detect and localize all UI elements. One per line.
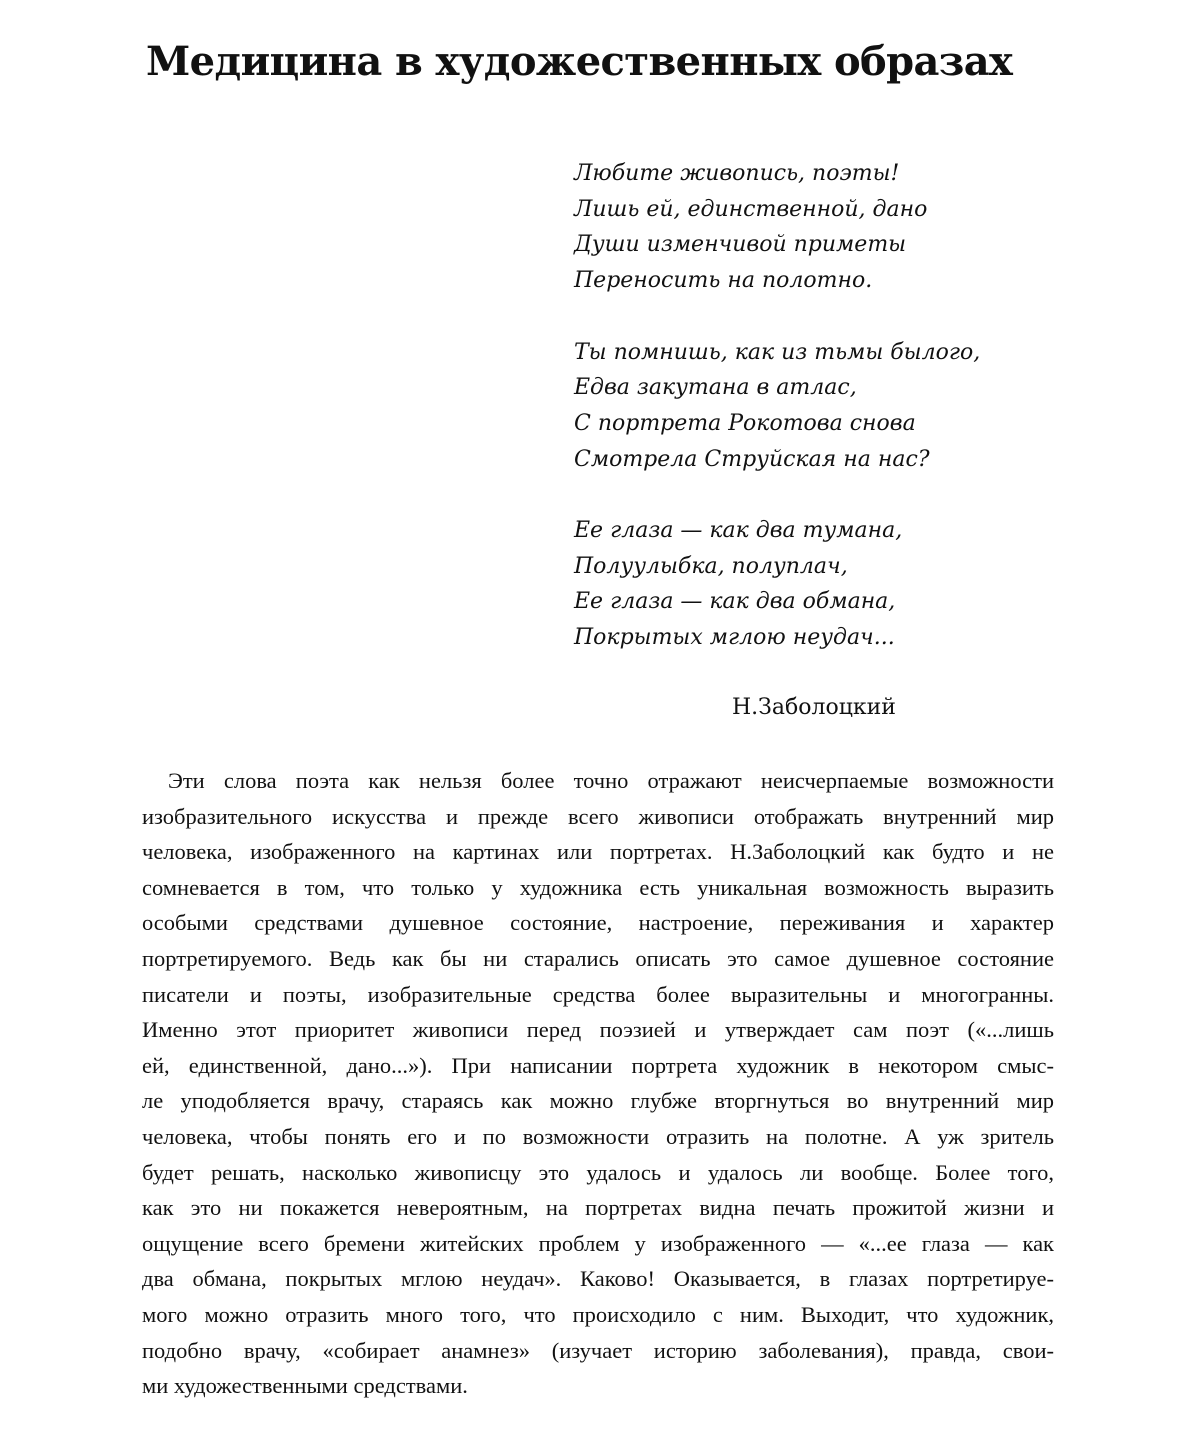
paragraph-line: особыми средствами душевное состояние, настроение, переживания и характер	[142, 910, 1054, 936]
poem-line: Души изменчивой приметы	[574, 232, 907, 258]
paragraph-line: два обмана, покрытых мглою неудач». Каково! Оказывается, в глазах портретируе-	[142, 1266, 1054, 1292]
poem-line: Покрытых мглою неудач...	[574, 625, 895, 651]
paragraph-line: подобно врачу, «собирает анамнез» (изучает историю заболевания), правда, свои-	[142, 1337, 1054, 1363]
paragraph-line: ей, единственной, дано...»). При написании портрета художник в некотором смыс-	[142, 1052, 1054, 1078]
paragraph-line: изобразительного искусства и прежде всего живописи отображать внутренний мир	[142, 803, 1054, 829]
poem-line: С портрета Рокотова снова	[574, 410, 916, 436]
paragraph-line: будет решать, насколько живописцу это удалось и удалось ли вообще. Более того,	[142, 1159, 1054, 1185]
paragraph-line: ми художественными средствами.	[142, 1373, 468, 1399]
poem-line: Полуулыбка, полуплач,	[574, 553, 848, 579]
paragraph-line: как это ни покажется невероятным, на портретах видна печать прожитой жизни и	[142, 1195, 1054, 1221]
poem-line: Лишь ей, единственной, дано	[574, 196, 928, 222]
page-title: Медицина в художественных образах	[146, 38, 1013, 85]
paragraph-line: человека, изображенного на картинах или портретах. Н.Заболоцкий как будто и не	[142, 839, 1054, 865]
paragraph-line: Именно этот приоритет живописи перед поэзией и утверждает сам поэт («...лишь	[142, 1017, 1054, 1043]
poem-line: Ее глаза — как два тумана,	[574, 518, 903, 543]
poem-line: Едва закутана в атлас,	[574, 375, 857, 401]
paragraph-line: Эти слова поэта как нельзя более точно отражают неисчерпаемые возможности	[168, 768, 1054, 793]
paragraph-line: ле уподобляется врачу, стараясь как можно глубже вторгнуться во внутренний мир	[142, 1088, 1054, 1114]
paragraph-line: портретируемого. Ведь как бы ни старались описать это самое душевное состояние	[142, 945, 1054, 971]
paragraph-line: сомневается в том, что только у художника есть уникальная возможность выразить	[142, 874, 1054, 900]
paragraph-line: писатели и поэты, изобразительные средства более выразительны и многогранны.	[142, 981, 1054, 1007]
epigraph-author: Н.Заболоцкий	[732, 695, 896, 720]
paragraph-line: ощущение всего бремени житейских проблем у изображенного — «...ее глаза — как	[142, 1230, 1054, 1256]
poem-line: Смотрела Струйская на нас?	[574, 446, 930, 472]
paragraph-line: человека, чтобы понять его и по возможности отразить на полотне. А уж зритель	[142, 1123, 1054, 1149]
poem-stanza	[574, 156, 994, 299]
poem-line: Ты помнишь, как из тьмы былого,	[574, 339, 981, 365]
poem-line: Ее глаза — как два обмана,	[574, 589, 896, 615]
poem-line: Любите живопись, поэты!	[574, 161, 900, 186]
epigraph-poem	[574, 156, 994, 692]
poem-stanza	[574, 513, 994, 656]
poem-line: Переносить на полотно.	[574, 268, 873, 294]
body-paragraph	[142, 763, 1054, 1404]
paragraph-line: мого можно отразить много того, что происходило с ним. Выходит, что художник,	[142, 1301, 1054, 1327]
poem-stanza	[574, 335, 994, 478]
